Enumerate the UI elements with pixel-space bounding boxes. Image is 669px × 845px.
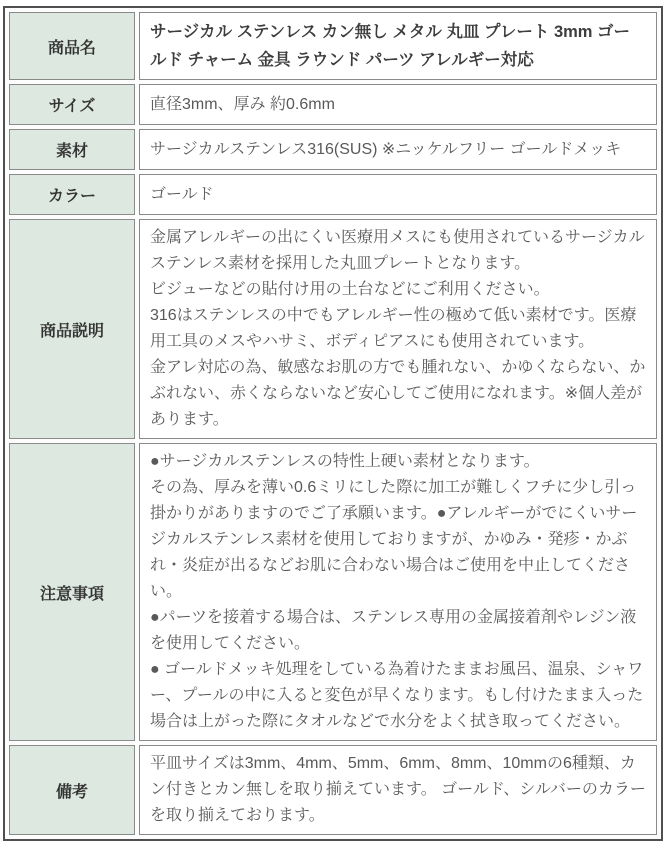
color-text: ゴールド [150,185,214,203]
size-text: 直径3mm、厚み 約0.6mm [150,95,335,113]
spec-value-material [139,129,657,170]
spec-value-remarks [139,745,657,835]
spec-label-product-name: 商品名 [9,12,135,80]
material-text: サージカルステンレス316(SUS) ※ニッケルフリー ゴールドメッキ [150,140,622,158]
spec-label-remarks: 備考 [9,745,135,835]
spec-value-product-name [139,12,657,80]
spec-row-precautions [9,443,657,741]
spec-row-color [9,174,657,215]
spec-label-size: サイズ [9,84,135,125]
spec-label-material: 素材 [9,129,135,170]
precaution-paragraph: その為、厚みを薄い0.6ミリにした際に加工が難しくフチに少し引っ掛かりがありますのでご了承願います。●アレルギーがでにくいサージカルステンレス素材を使用しておりますが、かゆみ・発疹・かぶれ・炎症が出るなどお肌に合わない場合はご使用を中止してください。 [150,479,638,600]
spec-row-remarks [9,745,657,835]
spec-value-description [139,219,657,439]
spec-label-description: 商品説明 [9,219,135,439]
spec-value-precautions [139,443,657,741]
description-paragraph: ビジューなどの貼付け用の土台などにご利用ください。 [150,281,550,298]
spec-row-material [9,129,657,170]
spec-value-size [139,84,657,125]
product-spec-table [3,6,663,841]
product-name-text: サージカル ステンレス カン無し メタル 丸皿 プレート 3mm ゴールド チャーム 金具 ラウンド パーツ アレルギー対応 [150,23,631,69]
precaution-paragraph: ● ゴールドメッキ処理をしている為着けたままお風呂、温泉、シャワー、プールの中に入ると変色が早くなります。もし付けたまま入った場合は上がった際にタオルなどで水分をよく拭き取ってください。 [150,661,644,730]
spec-row-description [9,219,657,439]
spec-label-precautions: 注意事項 [9,443,135,741]
precaution-paragraph: ●パーツを接着する場合は、ステンレス専用の金属接着剤やレジン液を使用してください。 [150,609,637,652]
precaution-paragraph: ●サージカルステンレスの特性上硬い素材となります。 [150,453,540,470]
spec-value-color [139,174,657,215]
description-paragraph: 316はステンレスの中でもアレルギー性の極めて低い素材です。医療用工具のメスやハサミ、ボディピアスにも使用されています。 [150,307,637,350]
spec-row-size [9,84,657,125]
description-paragraph: 金アレ対応の為、敏感なお肌の方でも腫れない、かゆくならない、かぶれない、赤くならないなど安心してご使用になれます。※個人差があります。 [150,359,646,428]
description-paragraph: 金属アレルギーの出にくい医療用メスにも使用されているサージカルステンレス素材を採用した丸皿プレートとなります。 [150,229,645,272]
spec-label-color: カラー [9,174,135,215]
spec-row-product-name [9,12,657,80]
remarks-text: 平皿サイズは3mm、4mm、5mm、6mm、8mm、10mmの6種類、カン付きとカン無しを取り揃えています。 ゴールド、シルバーのカラーを取り揃えております。 [150,755,646,824]
